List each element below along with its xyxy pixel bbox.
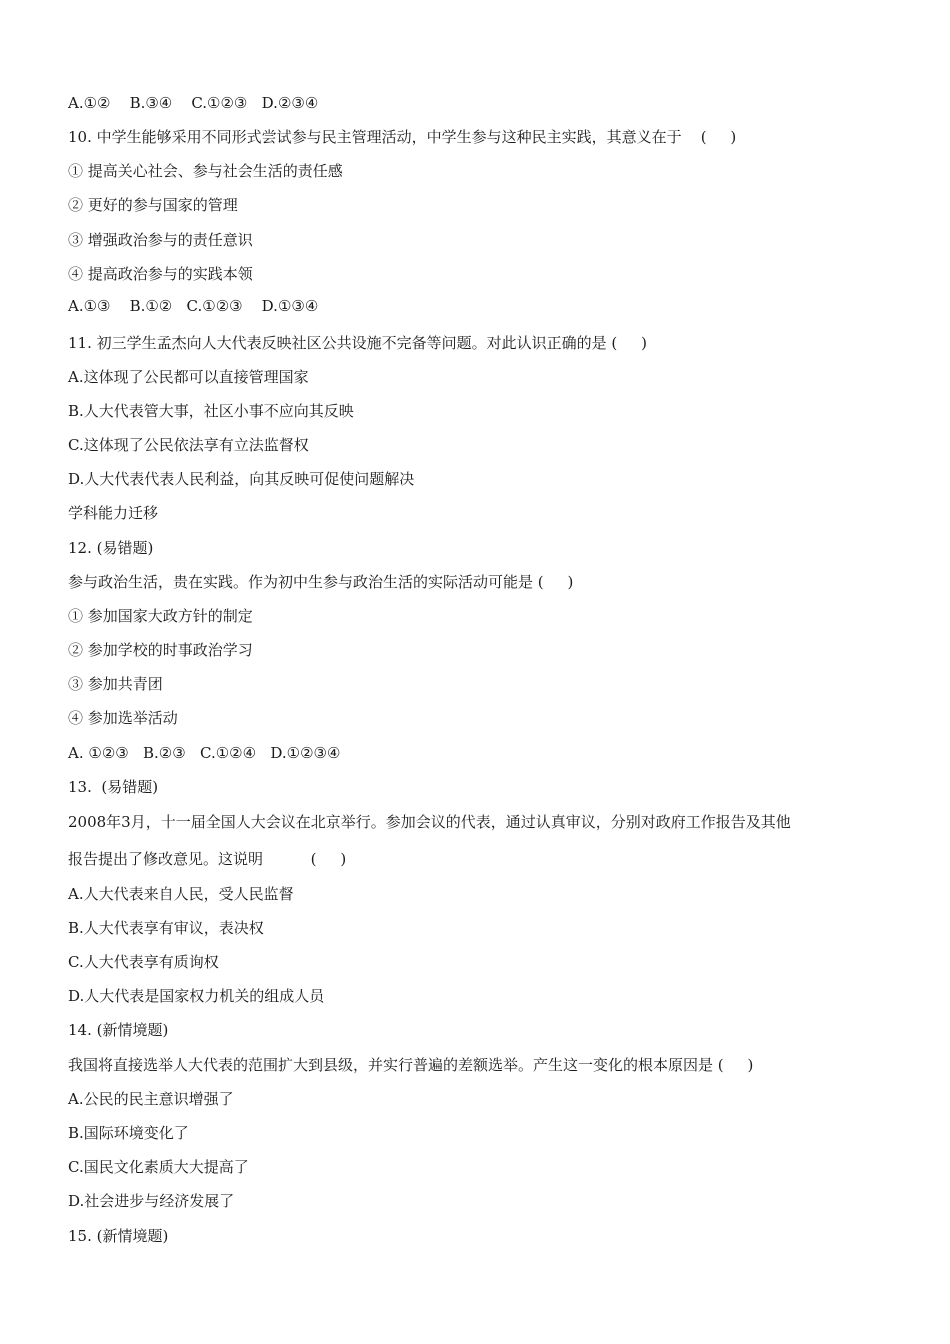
q14-stem: 我国将直接选举人大代表的范围扩大到县级，并实行普遍的差额选举。产生这一变化的根本原因是 ( ) bbox=[68, 1056, 754, 1074]
q14-option-c: C.国民文化素质大大提高了 bbox=[68, 1158, 249, 1176]
q10-statement-2: ② 更好的参与国家的管理 bbox=[68, 196, 238, 214]
q13-option-d: D.人大代表是国家权力机关的组成人员 bbox=[68, 987, 325, 1005]
q12-statement-4: ④ 参加选举活动 bbox=[68, 709, 178, 727]
q12-stem: 参与政治生活，贵在实践。作为初中生参与政治生活的实际活动可能是 ( ) bbox=[68, 573, 574, 591]
q13-option-a: A.人大代表来自人民，受人民监督 bbox=[68, 885, 294, 903]
q10-statement-1: ① 提高关心社会、参与社会生活的责任感 bbox=[68, 162, 343, 180]
q12-statement-3: ③ 参加共青团 bbox=[68, 675, 163, 693]
q14-label: 14. (新情境题) bbox=[68, 1021, 169, 1039]
q15-label: 15. (新情境题) bbox=[68, 1227, 169, 1245]
q12-label: 12. (易错题) bbox=[68, 539, 154, 557]
q13-stem-line-1: 2008年3月，十一届全国人大会议在北京举行。参加会议的代表，通过认真审议，分别对政府工作报告及其他 bbox=[68, 813, 791, 831]
q12-statement-2: ② 参加学校的时事政治学习 bbox=[68, 641, 253, 659]
q11-stem: 11. 初三学生孟杰向人大代表反映社区公共设施不完备等问题。对此认识正确的是 ( ) bbox=[68, 334, 647, 352]
q13-option-c: C.人大代表享有质询权 bbox=[68, 953, 219, 971]
q10-options: A.①③ B.①② C.①②③ D.①③④ bbox=[68, 297, 319, 315]
q10-statement-3: ③ 增强政治参与的责任意识 bbox=[68, 231, 253, 249]
q11-option-c: C.这体现了公民依法享有立法监督权 bbox=[68, 436, 309, 454]
q13-stem-line-2: 报告提出了修改意见。这说明 ( ) bbox=[68, 850, 347, 868]
q14-option-b: B.国际环境变化了 bbox=[68, 1124, 189, 1142]
q12-options: A. ①②③ B.②③ C.①②④ D.①②③④ bbox=[68, 744, 341, 762]
q13-option-b: B.人大代表享有审议，表决权 bbox=[68, 919, 264, 937]
q11-option-b: B.人大代表管大事，社区小事不应向其反映 bbox=[68, 402, 354, 420]
q11-option-d: D.人大代表代表人民利益，向其反映可促使问题解决 bbox=[68, 470, 415, 488]
q9-options: A.①② B.③④ C.①②③ D.②③④ bbox=[68, 94, 319, 112]
q13-label: 13. (易错题) bbox=[68, 778, 159, 796]
q12-statement-1: ① 参加国家大政方针的制定 bbox=[68, 607, 253, 625]
q14-option-a: A.公民的民主意识增强了 bbox=[68, 1090, 234, 1108]
q10-statement-4: ④ 提高政治参与的实践本领 bbox=[68, 265, 253, 283]
q11-option-a: A.这体现了公民都可以直接管理国家 bbox=[68, 368, 309, 386]
q14-option-d: D.社会进步与经济发展了 bbox=[68, 1192, 235, 1210]
section-heading: 学科能力迁移 bbox=[68, 504, 159, 522]
q10-stem: 10. 中学生能够采用不同形式尝试参与民主管理活动，中学生参与这种民主实践，其意义在于 ( ) bbox=[68, 128, 737, 146]
